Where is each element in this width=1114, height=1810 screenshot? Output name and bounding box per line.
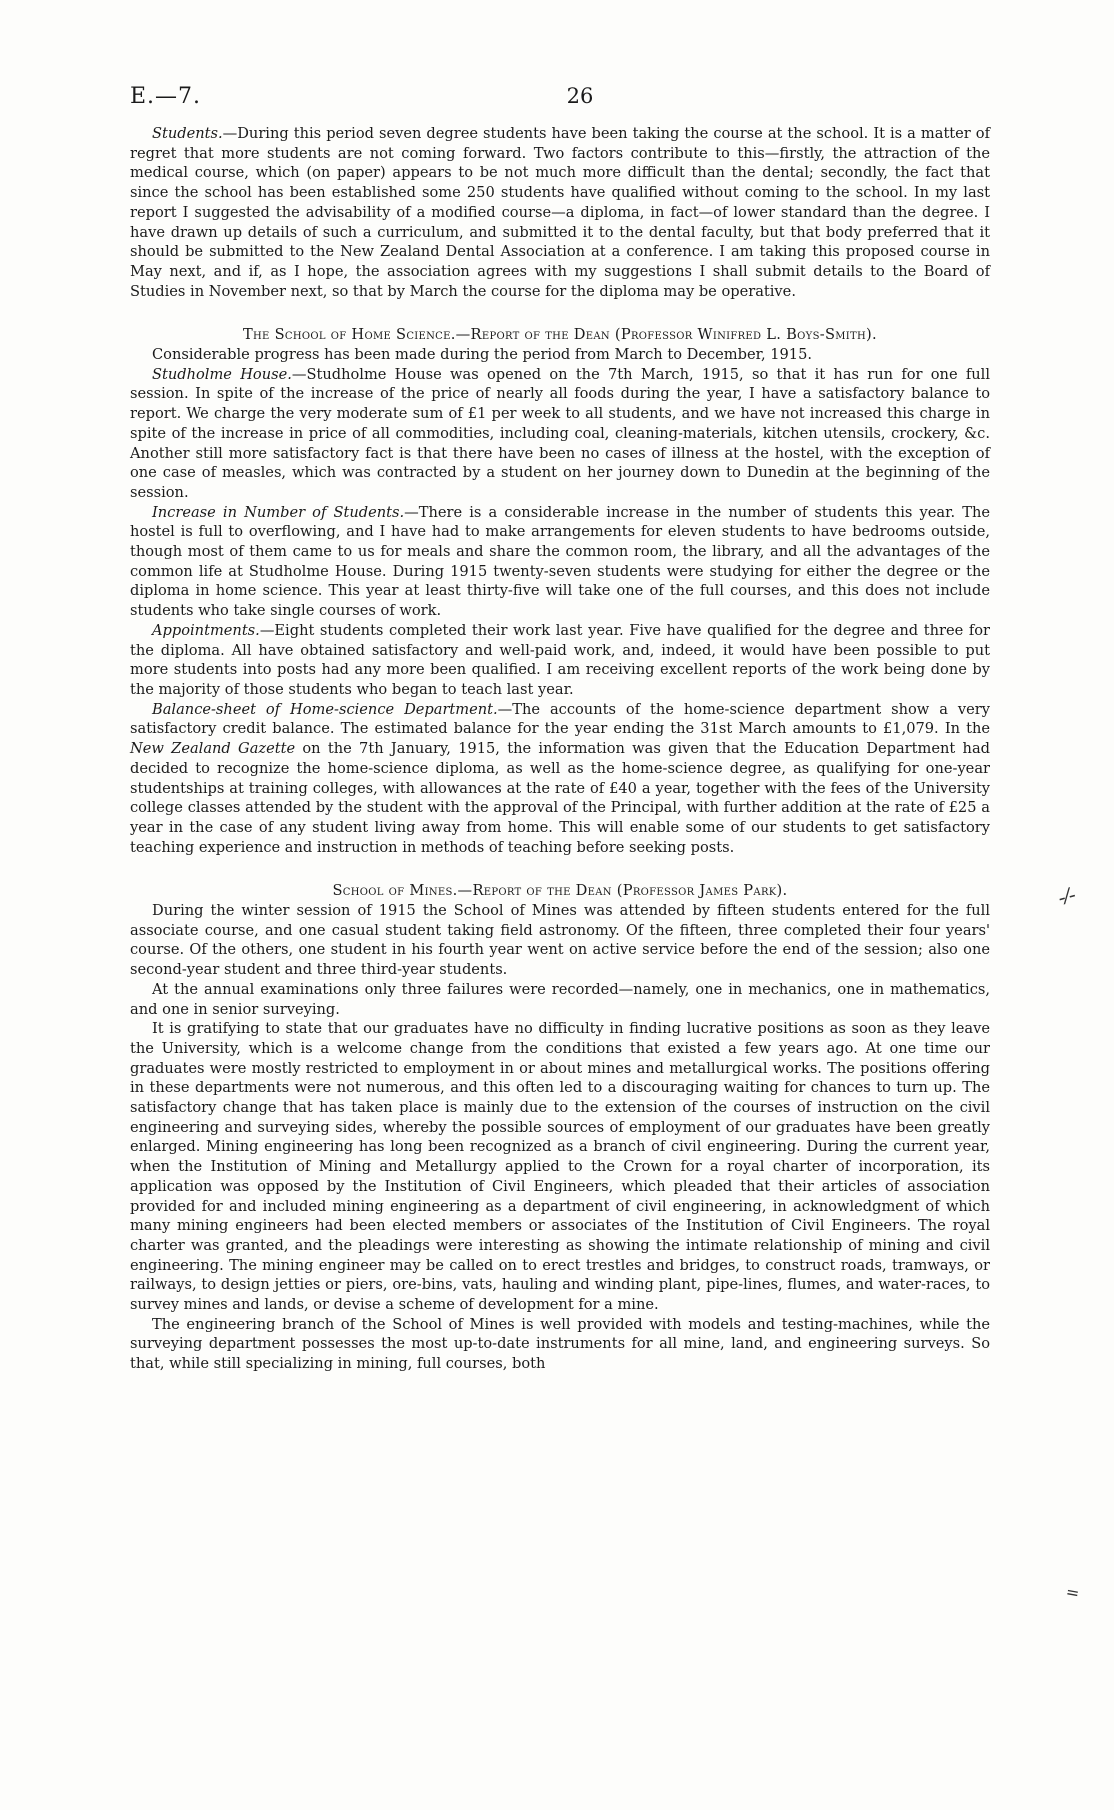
document-reference: E.—7. [130,84,202,109]
page-header [130,84,990,114]
mines-paragraph: During the winter session of 1915 the School of Mines was attended by fifteen students entered for the full associate course, and one casual student taking field astronomy. Of the fifteen, three completed their four years' course. Of the others, one student in his fourth year went on active service before the end of the session; also one second-year student and three third-year students. [130,902,990,979]
paragraph-text: on the 7th January, 1915, the information was given that the Education Department had decided to recognize the home-science diploma, as well as the home-science degree, as qualifying for one-year studentships at training colleges, with allowances at the rate of £40 a year, together with the fees of the University college classes attended by the student with the approval of the Principal, with further addition at the rate of £25 a year in the case of any student living away from home. This will enable some of our students to get satisfactory teaching experience and instruction in methods of teaching before seeking posts. [130,740,990,856]
paragraph-text: —Studholme House was opened on the 7th March, 1915, so that it has run for one full session. In spite of the increase of the price of nearly all foods during the year, I have a satisfactory balance to report. We charge the very moderate sum of £1 per week to all students, and we have not increased this charge in spite of the increase in price of all commodities, including coal, cleaning-materials, kitchen utensils, crockery, &c. Another still more satisfactory fact is that there have been no cases of illness at the hostel, with the exception of one case of measles, which was contracted by a student on her journey down to Dunedin at the beginning of the session. [130,365,990,501]
mines-heading: School of Mines.—Report of the Dean (Professor James Park). [332,882,788,900]
paragraph-lead: Appointments. [152,621,260,639]
gazette-title: New Zealand Gazette [130,740,296,758]
appointments-paragraph [130,621,990,700]
document-body [130,124,990,1374]
margin-mark: = [1064,1581,1081,1604]
mines-paragraph: It is gratifying to state that our graduates have no difficulty in finding lucrative positions as soon as they leave the University, which is a welcome change from the conditions that existed a few years ago. At one time our graduates were mostly restricted to employment in or about mines and metallurgical works. The positions offering in these departments were not numerous, and this often led to a discouraging waiting for chances to turn up. The satisfactory change that has taken place is mainly due to the extension of the courses of instruction on the civil engineering and surveying sides, whereby the possible sources of employment of our graduates have been greatly enlarged. Mining engineering has long been recognized as a branch of civil engineering. During the current year, when the Institution of Mining and Metallurgy applied to the Crown for a royal charter of incorporation, its application was opposed by the Institution of Civil Engineers, which pleaded that their articles of association provided for and included mining engineering as a department of civil engineering, in acknowledgment of which many mining engineers had been elected members or associates of the Institution of Civil Engineers. The royal charter was granted, and the pleadings were interesting as showing the intimate relationship of mining and civil engineering. The mining engineer may be called on to erect trestles and bridges, to construct roads, tramways, or railways, to design jetties or piers, ore-bins, vats, hauling and winding plant, pipe-lines, flumes, and water-races, to survey mines and lands, or devise a scheme of development for a mine. [130,1020,990,1314]
paragraph-text: —During this period seven degree students have been taking the course at the school. It is a matter of regret that more students are not coming forward. Two factors contribute to this—firstly, the attraction of the medical course, which (on paper) appears to be not much more difficult than the dental; secondly, the fact that since the school has been established some 250 students have qualified without coming to the school. In my last report I suggested the advisability of a modified course—a diploma, in fact—of lower standard than the degree. I have drawn up details of such a curriculum, and submitted it to the dental faculty, but that body preferred that it should be submitted to the New Zealand Dental Association at a conference. I am taking this proposed course in May next, and if, as I hope, the association agrees with my suggestions I shall submit details to the Board of Studies in November next, so that by March the course for the diploma may be operative. [130,125,990,300]
home-science-intro: Considerable progress has been made during the period from March to December, 1915. [152,346,813,364]
increase-students-paragraph [130,503,990,621]
home-science-heading: The School of Home Science.—Report of the Dean (Professor Winifred L. Boys-Smith). [243,326,877,344]
students-paragraph [130,124,990,301]
studholme-house-paragraph [130,365,990,503]
page-number: 26 [566,84,594,108]
paragraph-lead: Increase in Number of Students. [152,503,405,521]
paragraph-text: —There is a considerable increase in the number of students this year. The hostel is full to overflowing, and I have had to make arrangements for eleven students to have bedrooms outside, though most of them came to us for meals and share the common room, the library, and all the advantages of the common life at Studholme House. During 1915 twenty-seven students were studying for either the degree or the diploma in home science. This year at least thirty-five will take one of the full courses, and this does not include students who take single courses of work. [130,503,990,620]
mines-paragraph: The engineering branch of the School of Mines is well provided with models and testing-machines, while the surveying department possesses the most up-to-date instruments for all mine, land, and engineering surveys. So that, while still specializing in mining, full courses, both [130,1315,990,1373]
paragraph-lead: Students. [152,125,223,142]
paragraph-text: —The accounts of the home-science department show a very satisfactory credit balance. The estimated balance for the year ending the 31st March amounts to £1,079. In the [130,700,990,738]
paragraph-text: —Eight students completed their work last year. Five have qualified for the degree and three for the diploma. All have obtained satisfactory and well-paid work, and, indeed, it would have been possible to put more students into posts had any more been qualified. I am receiving excellent reports of the work being done by the majority of those students who began to teach last year. [130,621,990,698]
mines-paragraph: At the annual examinations only three failures were recorded—namely, one in mechanics, one in mathematics, and one in senior surveying. [130,980,990,1018]
margin-mark: -⁄- [1055,882,1079,910]
paragraph-lead: Balance-sheet of Home-science Department. [152,700,498,718]
paragraph-lead: Studholme House. [152,365,292,383]
balance-sheet-paragraph [130,700,990,858]
